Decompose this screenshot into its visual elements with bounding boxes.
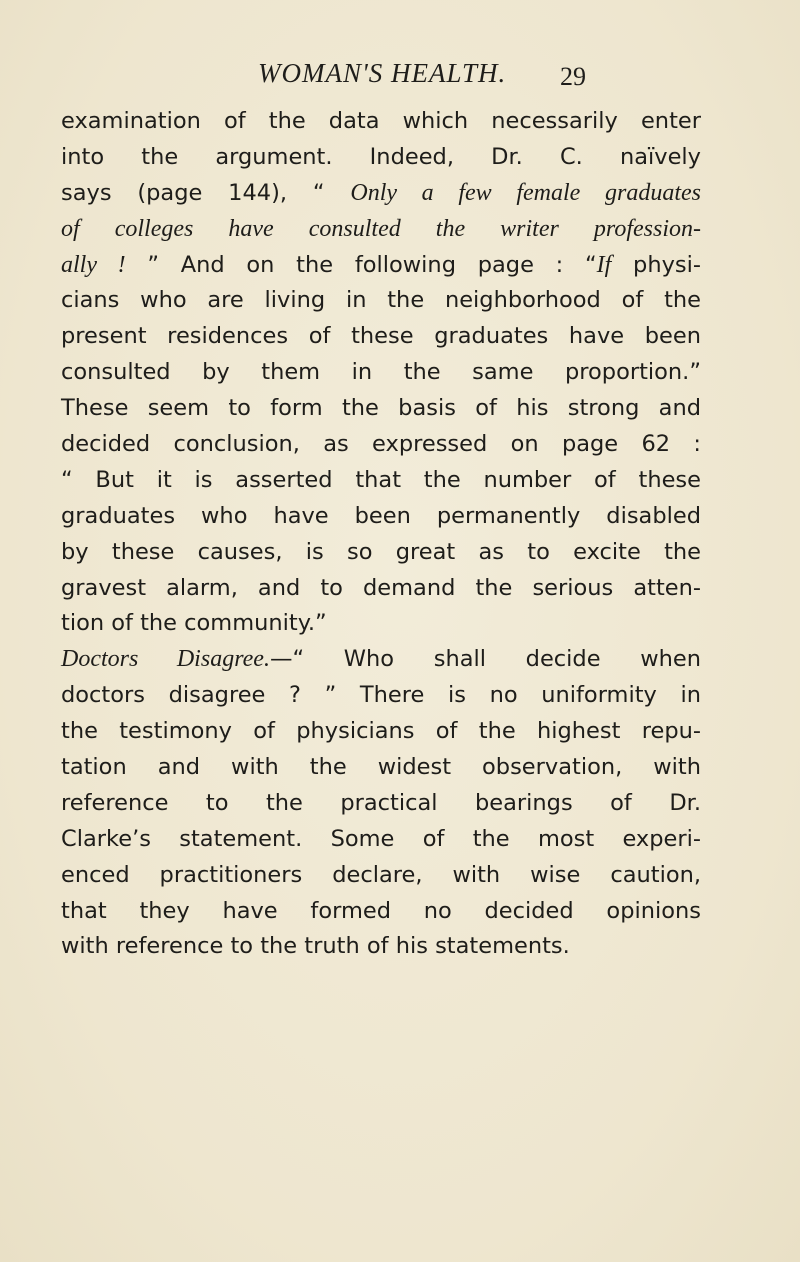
text-line [61,858,701,894]
text-run: says (page 144), “ [61,179,351,206]
text-line [61,319,701,355]
text-run: enced practitioners declare, with wise caution, [61,861,701,888]
text-run: that they have formed no decided opinions [61,897,701,924]
text-line [61,606,701,642]
text-line [61,894,701,930]
text-line [61,248,701,284]
text-line [61,642,701,678]
italic-text: Doctors Disagree. [61,646,270,673]
text-run: consulted by them in the same proportion.” [61,359,701,386]
text-line [61,929,701,965]
italic-text: of colleges have consulted the writer profession- [61,215,701,242]
text-run: graduates who have been permanently disabled [61,502,701,529]
italic-text: ally ! [61,251,126,278]
text-line [61,822,701,858]
text-run: doctors disagree ? ” There is no uniformity in [61,682,701,709]
text-line [61,571,701,607]
text-run: physi- [611,251,702,278]
text-run: examination of the data which necessarily enter [61,108,701,134]
text-run: tation and with the widest observation, with [61,754,701,781]
text-line [61,499,701,535]
text-run: gravest alarm, and to demand the serious atten- [61,574,701,601]
text-line [61,786,701,822]
text-line [61,427,701,463]
italic-text: Only a few female graduates [350,179,701,206]
text-run: cians who are living in the neighborhood of the [61,287,701,314]
text-run: —“ Who shall decide when [269,646,701,673]
text-run: These seem to form the basis of his strong and [61,395,701,422]
text-line [61,678,701,714]
text-line [61,212,701,248]
text-run: tion of the community.” [61,610,327,637]
text-line [61,283,701,319]
text-line [61,140,701,176]
text-run: into the argument. Indeed, Dr. C. naïvely [61,143,701,170]
text-line [61,391,701,427]
text-line [61,463,701,499]
text-run: decided conclusion, as expressed on page 62 : [61,431,701,458]
text-run: reference to the practical bearings of Dr. [61,789,701,816]
text-line [61,104,701,140]
page-number: 29 [560,62,586,91]
text-line [61,535,701,571]
text-run: with reference to the truth of his statements. [61,933,570,960]
body-text [61,104,701,965]
text-run: “ But it is asserted that the number of these [61,466,701,493]
text-run: Clarke’s statement. Some of the most experi- [61,825,701,852]
text-run: by these causes, is so great as to excite the [61,538,701,565]
text-run: present residences of these graduates have been [61,323,701,350]
italic-text: If [596,251,612,278]
running-head: WOMAN'S HEALTH. [258,58,507,88]
text-line [61,714,701,750]
text-run: ” And on the following page : “ [125,251,597,278]
text-line [61,176,701,212]
text-line [61,750,701,786]
text-line [61,355,701,391]
text-run: the testimony of physicians of the highest repu- [61,718,701,745]
